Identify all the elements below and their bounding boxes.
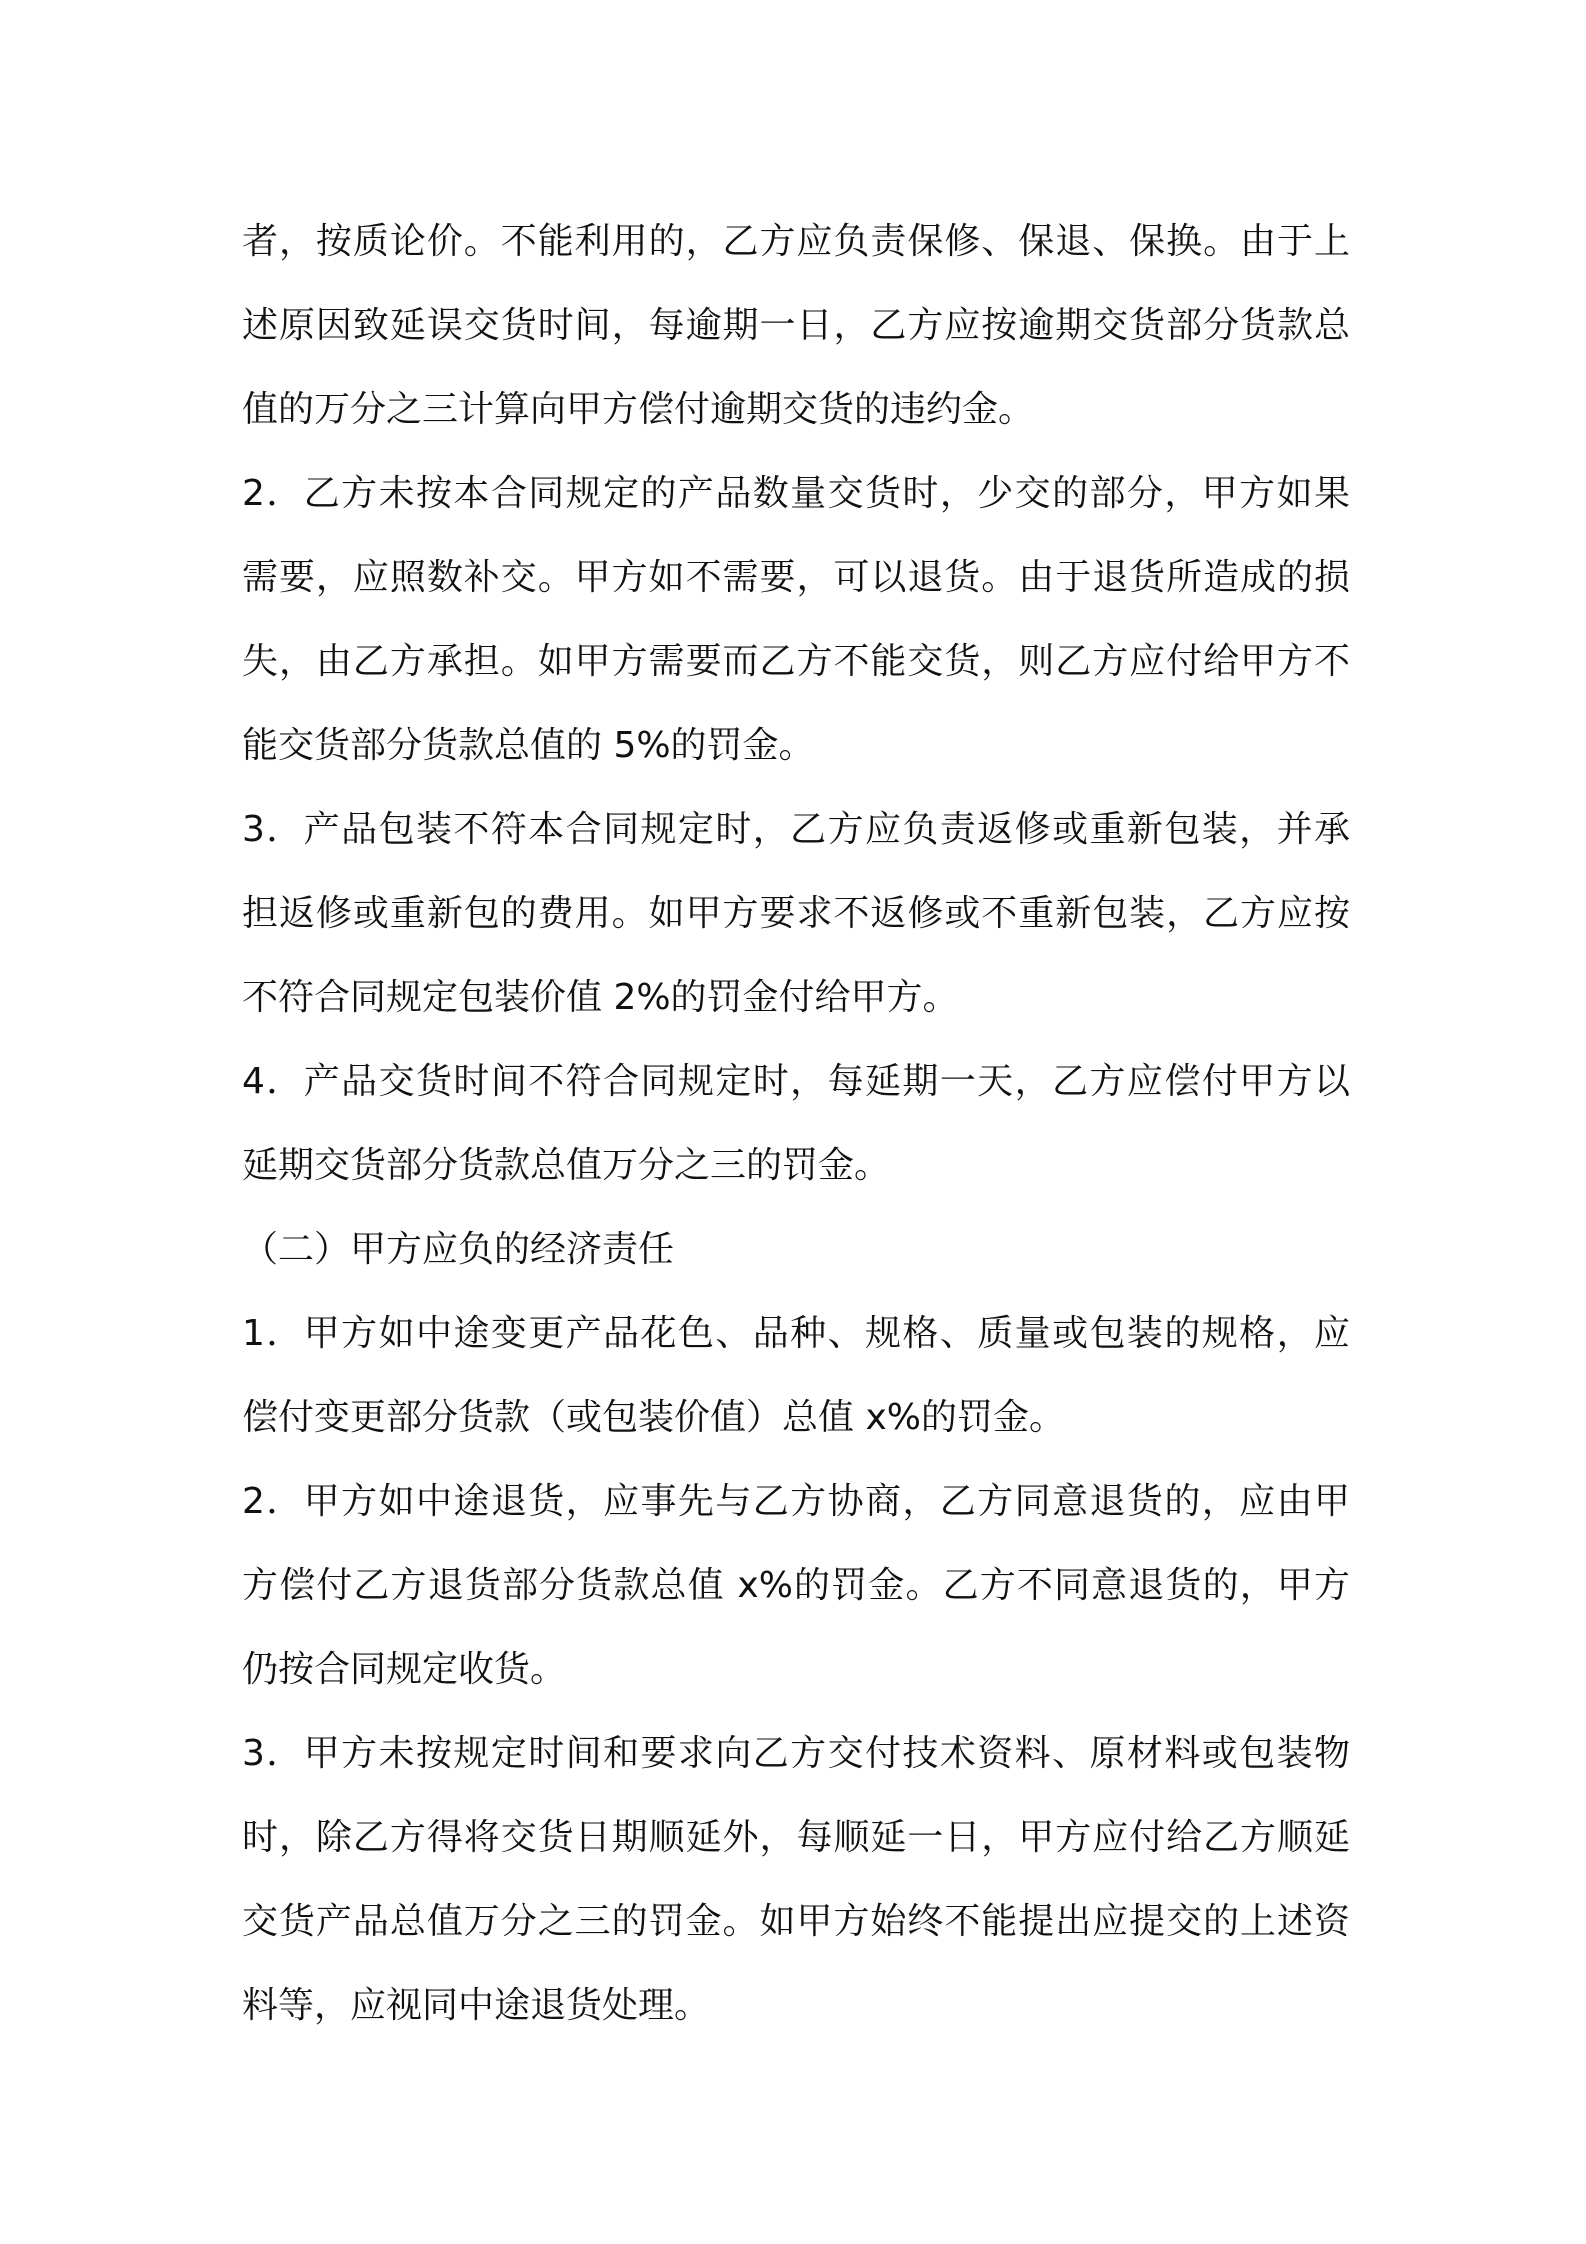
text-line: 料等，应视同中途退货处理。 xyxy=(242,1985,711,2026)
section-heading: （二）甲方应负的经济责任 xyxy=(242,1229,675,1270)
text-line: 担返修或重新包的费用。如甲方要求不返修或不重新包装，乙方应按 xyxy=(242,893,1350,934)
text-line: 延期交货部分货款总值万分之三的罚金。 xyxy=(242,1145,891,1186)
text-line: 偿付变更部分货款（或包装价值）总值 x%的罚金。 xyxy=(242,1397,1065,1438)
text-line: 者，按质论价。不能利用的，乙方应负责保修、保退、保换。由于上 xyxy=(242,221,1350,262)
text-line: 方偿付乙方退货部分货款总值 x%的罚金。乙方不同意退货的，甲方 xyxy=(242,1565,1350,1606)
text-line: 4．产品交货时间不符合同规定时，每延期一天，乙方应偿付甲方以 xyxy=(242,1061,1350,1102)
text-line: 时，除乙方得将交货日期顺延外，每顺延一日，甲方应付给乙方顺延 xyxy=(242,1817,1350,1858)
text-line: 需要，应照数补交。甲方如不需要，可以退货。由于退货所造成的损 xyxy=(242,557,1350,598)
text-line: 失，由乙方承担。如甲方需要而乙方不能交货，则乙方应付给甲方不 xyxy=(242,641,1350,682)
text-line: 交货产品总值万分之三的罚金。如甲方始终不能提出应提交的上述资 xyxy=(242,1901,1350,1942)
text-line: 能交货部分货款总值的 5%的罚金。 xyxy=(242,725,815,766)
text-line: 仍按合同规定收货。 xyxy=(242,1649,567,1690)
text-line: 1．甲方如中途变更产品花色、品种、规格、质量或包装的规格，应 xyxy=(242,1313,1350,1354)
document-body xyxy=(242,200,1350,2048)
text-line: 3．甲方未按规定时间和要求向乙方交付技术资料、原材料或包装物 xyxy=(242,1733,1350,1774)
text-line: 2．甲方如中途退货，应事先与乙方协商，乙方同意退货的，应由甲 xyxy=(242,1481,1350,1522)
text-line: 2．乙方未按本合同规定的产品数量交货时，少交的部分，甲方如果 xyxy=(242,473,1350,514)
text-line: 值的万分之三计算向甲方偿付逾期交货的违约金。 xyxy=(242,389,1035,430)
text-line: 不符合同规定包装价值 2%的罚金付给甲方。 xyxy=(242,977,959,1018)
text-line: 3．产品包装不符本合同规定时，乙方应负责返修或重新包装，并承 xyxy=(242,809,1350,850)
text-line: 述原因致延误交货时间，每逾期一日，乙方应按逾期交货部分货款总 xyxy=(242,305,1350,346)
